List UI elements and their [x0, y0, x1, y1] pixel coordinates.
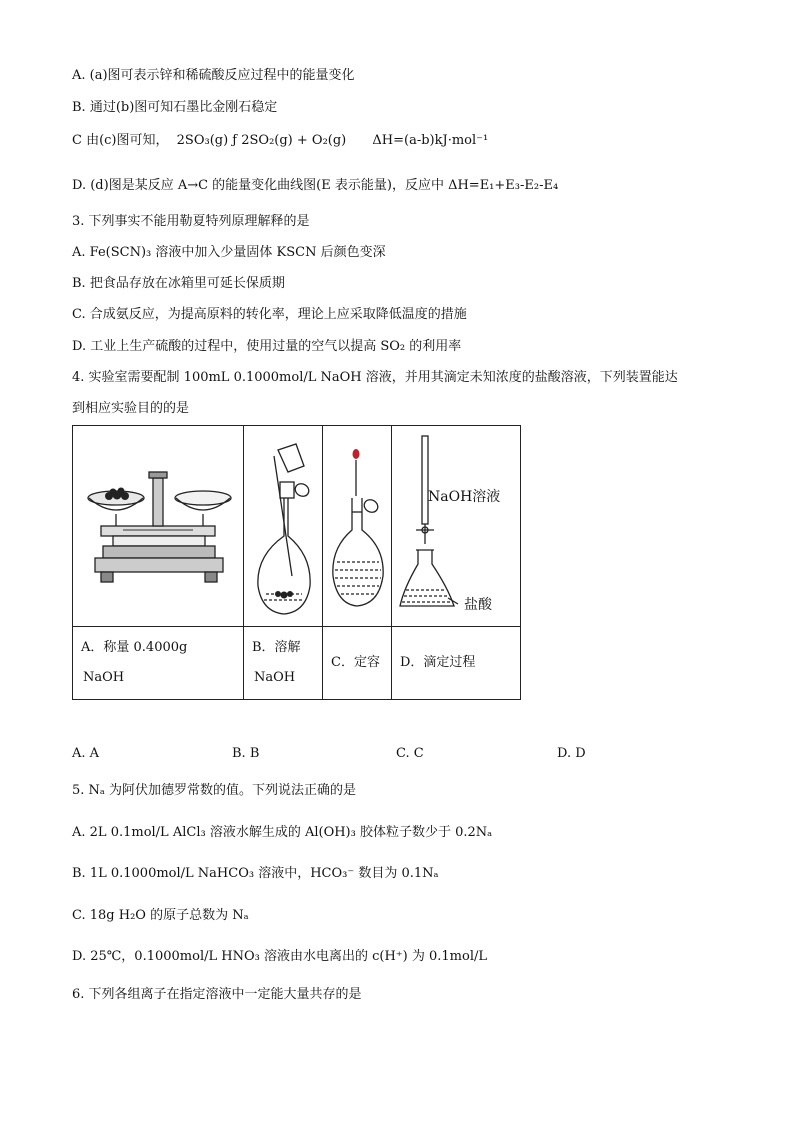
q3-stem: 3. 下列事实不能用勒夏特列原理解释的是: [72, 214, 310, 229]
q4-answer-d: D. D: [557, 746, 586, 761]
q4-stem-line2: 到相应实验目的的是: [72, 401, 190, 416]
q4-apparatus-table: [72, 425, 521, 700]
titration-figure: [392, 426, 520, 622]
q5-stem: 5. Nₐ 为阿伏加德罗常数的值。下列说法正确的是: [72, 783, 357, 798]
q5-option-b: B. 1L 0.1000mol/L NaHCO₃ 溶液中，HCO₃⁻ 数目为 0.1Nₐ: [72, 866, 439, 881]
naoh-solution-label: NaOH溶液: [428, 489, 501, 505]
naoh-pellets: [105, 488, 129, 501]
q2-option-d: D. (d)图是某反应 A→C 的能量变化曲线图(E 表示能量)，反应中 ΔH=E₁+E₃-E₂-E₄: [72, 178, 559, 193]
q4-stem-line1: 4. 实验室需要配制 100mL 0.1000mol/L NaOH 溶液，并用其滴定未知浓度的盐酸溶液，下列装置能达: [72, 370, 678, 385]
q4-answer-b: B. B: [232, 746, 260, 761]
dropper-bulb: [353, 449, 360, 459]
q3-option-d: D. 工业上生产硫酸的过程中，使用过量的空气以提高 SO₂ 的利用率: [72, 339, 462, 354]
caption-b-line1: B．溶解: [252, 640, 301, 655]
apparatus-cell-d: [392, 426, 521, 627]
apparatus-cell-b: [244, 426, 323, 627]
q2-option-c-equation: 2SO₃(g) ƒ 2SO₂(g) + O₂(g): [176, 133, 347, 148]
q3-option-a: A. Fe(SCN)₃ 溶液中加入少量固体 KSCN 后颜色变深: [72, 245, 386, 260]
q6-stem: 6. 下列各组离子在指定溶液中一定能大量共存的是: [72, 987, 362, 1002]
q4-answer-a: A. A: [72, 746, 100, 761]
q3-option-b: B. 把食品存放在冰箱里可延长保质期: [72, 276, 285, 291]
q2-option-c-label: C 由(c)图可知，: [72, 133, 169, 148]
caption-d: D．滴定过程: [392, 627, 521, 700]
q2-option-c-enthalpy: ΔH=(a-b)kJ·mol⁻¹: [372, 133, 489, 148]
q5-option-a: A. 2L 0.1mol/L AlCl₃ 溶液水解生成的 Al(OH)₃ 胶体粒子数少于 0.2Nₐ: [72, 825, 493, 840]
q4-answer-c: C. C: [396, 746, 424, 761]
balance-figure: [73, 426, 243, 622]
q2-option-b: B. 通过(b)图可知石墨比金刚石稳定: [72, 100, 278, 115]
q2-option-c: [72, 131, 488, 151]
q2-option-a: A. (a)图可表示锌和稀硫酸反应过程中的能量变化: [72, 68, 355, 83]
q5-option-c: C. 18g H₂O 的原子总数为 Nₐ: [72, 908, 249, 923]
dissolve-flask-figure: [244, 426, 322, 622]
q5-option-d: D. 25℃，0.1000mol/L HNO₃ 溶液由水电离出的 c(H⁺) 为 0.1mol/L: [72, 949, 487, 964]
hcl-label: 盐酸: [464, 597, 492, 613]
volumetric-flask-figure: [323, 426, 391, 622]
caption-a-line1: A．称量 0.4000g: [81, 640, 188, 655]
apparatus-cell-a: [73, 426, 244, 627]
caption-a: [73, 627, 244, 700]
caption-b-line2: NaOH: [254, 670, 296, 685]
caption-a-line2: NaOH: [83, 670, 125, 685]
q3-option-c: C. 合成氨反应，为提高原料的转化率，理论上应采取降低温度的措施: [72, 307, 467, 322]
caption-b: [244, 627, 323, 700]
apparatus-cell-c: [323, 426, 392, 627]
caption-c: C．定容: [323, 627, 392, 700]
